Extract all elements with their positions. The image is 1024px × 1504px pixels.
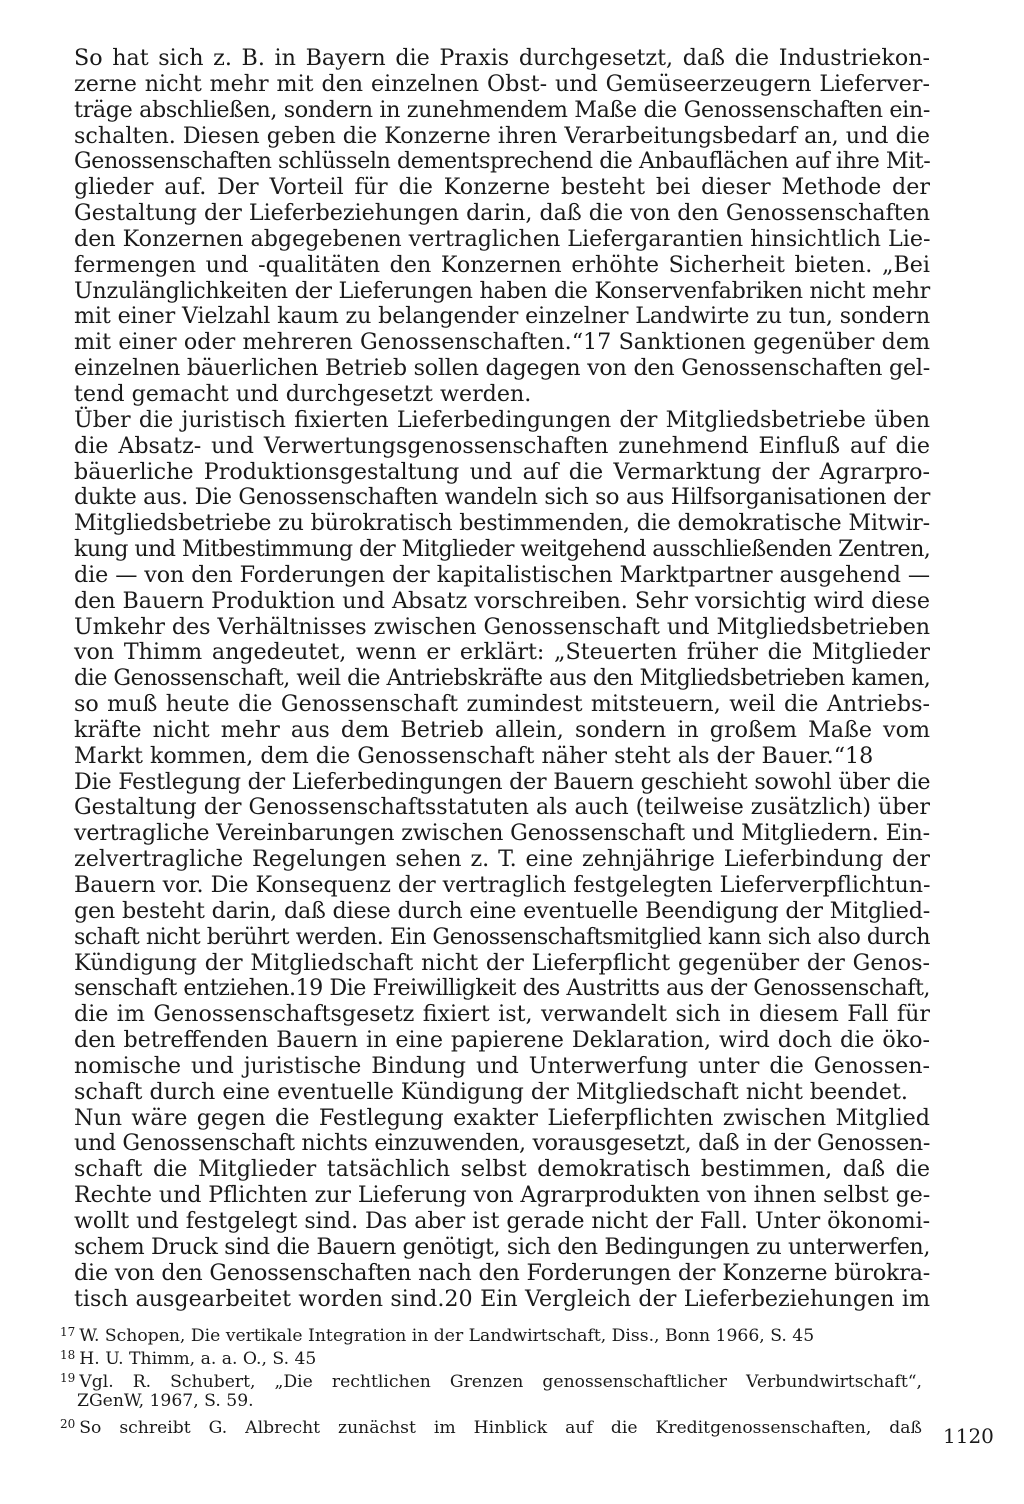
text-line: Unzulänglichkeiten der Lieferungen haben die Konservenfabriken nicht mehr (74, 277, 930, 304)
text-line: Markt kommen, dem die Genossenschaft näher steht als der Bauer.“18 (74, 742, 874, 769)
text-line: und Genossenschaft nichts einzuwenden, vorausgesetzt, daß in der Genossen- (74, 1130, 930, 1157)
text-line: senschaft entziehen.19 Die Freiwilligkeit des Austritts aus der Genossenschaft, (74, 975, 930, 1002)
text-line: tend gemacht und durchgesetzt werden. (74, 380, 532, 407)
text-line: nomische und juristische Bindung und Unterwerfung unter die Genossen- (74, 1052, 930, 1079)
text-line: fermengen und -qualitäten den Konzernen erhöhte Sicherheit bieten. „Bei (74, 251, 930, 278)
text-line: tisch ausgearbeitet worden sind.20 Ein Vergleich der Lieferbeziehungen im (74, 1285, 930, 1312)
text-line: den betreffenden Bauern in eine papierene Deklaration, wird doch die öko- (74, 1027, 930, 1054)
text-line: Kündigung der Mitgliedschaft nicht der Lieferpflicht gegenüber der Genos- (74, 949, 930, 976)
text-line: einzelnen bäuerlichen Betrieb sollen dagegen von den Genossenschaften gel- (74, 355, 930, 382)
text-line: Die Festlegung der Lieferbedingungen der Bauern geschieht sowohl über die (74, 768, 931, 795)
text-line: schaft nicht berührt werden. Ein Genossenschaftsmitglied kann sich also durch (74, 923, 930, 950)
text-line: schaft die Mitglieder tatsächlich selbst demokratisch bestimmen, daß die (74, 1156, 930, 1183)
text-line: schaft durch eine eventuelle Kündigung der Mitgliedschaft nicht beendet. (74, 1078, 908, 1105)
text-line: die im Genossenschaftsgesetz fixiert ist, verwandelt sich in diesem Fall für (74, 1001, 930, 1028)
text-line: vertragliche Vereinbarungen zwischen Genossenschaft und Mitgliedern. Ein- (74, 820, 930, 847)
footnote-text: ZGenW, 1967, S. 59. (77, 1391, 254, 1411)
text-line: schalten. Diesen geben die Konzerne ihren Verarbeitungsbedarf an, und die (74, 122, 930, 149)
footnote-text: So schreibt G. Albrecht zunächst im Hinblick auf die Kreditgenossenschaften, daß (79, 1418, 922, 1438)
text-line: Mitgliedsbetriebe zu bürokratisch bestimmenden, die demokratische Mitwir- (74, 510, 930, 537)
text-line: Gestaltung der Genossenschaftsstatuten als auch (teilweise zusätzlich) über (74, 794, 930, 821)
text-line: kung und Mitbestimmung der Mitglieder weitgehend ausschließenden Zentren, (74, 536, 931, 563)
footnote-number: 19 (60, 1371, 76, 1385)
text-line: gen besteht darin, daß diese durch eine eventuelle Beendigung der Mitglied- (74, 897, 931, 924)
text-line: die von den Genossenschaften nach den Forderungen der Konzerne bürokra- (74, 1259, 931, 1286)
text-line: Gestaltung der Lieferbeziehungen darin, daß die von den Genossenschaften (74, 200, 930, 227)
footnotes (60, 1321, 922, 1436)
text-line: kräfte nicht mehr aus dem Betrieb allein, sondern in großem Maße vom (74, 716, 930, 743)
text-line: wollt und festgelegt sind. Das aber ist gerade nicht der Fall. Unter ökonomi- (74, 1207, 931, 1234)
text-line: die Absatz- und Verwertungsgenossenschaften zunehmend Einfluß auf die (74, 432, 930, 459)
text-line: den Konzernen abgegebenen vertraglichen Liefergarantien hinsichtlich Lie- (74, 225, 931, 252)
footnote-number: 20 (60, 1417, 76, 1431)
footnote-line (60, 1367, 922, 1390)
footnote-line (60, 1413, 922, 1436)
footnote-text: W. Schopen, Die vertikale Integration in der Landwirtschaft, Diss., Bonn 1966, S. 45 (79, 1326, 815, 1346)
footnote-line (60, 1344, 922, 1367)
text-line: so muß heute die Genossenschaft zumindest mitsteuern, weil die Antriebs- (74, 691, 930, 718)
footnote-line (60, 1321, 922, 1344)
text-line: mit einer Vielzahl kaum zu belangender einzelner Landwirte zu tun, sondern (74, 303, 931, 330)
text-line: Umkehr des Verhältnisses zwischen Genossenschaft und Mitgliedsbetrieben (74, 613, 930, 640)
text-line: dukte aus. Die Genossenschaften wandeln sich so aus Hilfsorganisationen der (74, 484, 930, 511)
text-line: mit einer oder mehreren Genossenschaften.“17 Sanktionen gegenüber dem (74, 329, 930, 356)
text-line: So hat sich z. B. in Bayern die Praxis durchgesetzt, daß die Industriekon- (74, 45, 930, 71)
text-line: träge abschließen, sondern in zunehmendem Maße die Genossenschaften ein- (74, 96, 930, 123)
text-line: zerne nicht mehr mit den einzelnen Obst- und Gemüseerzeugern Lieferver- (74, 70, 930, 97)
text-line: von Thimm angedeutet, wenn er erklärt: „Steuerten früher die Mitglieder (74, 639, 930, 666)
text-line: glieder auf. Der Vorteil für die Konzerne besteht bei dieser Methode der (74, 174, 930, 201)
text-line: Nun wäre gegen die Festlegung exakter Lieferpflichten zwischen Mitglied (74, 1104, 930, 1131)
footnote-number: 18 (60, 1348, 76, 1362)
text-line: Über die juristisch fixierten Lieferbedingungen der Mitgliedsbetriebe üben (74, 406, 930, 433)
page-number: 1120 (943, 1424, 994, 1448)
text-line: schem Druck sind die Bauern genötigt, sich den Bedingungen zu unterwerfen, (74, 1233, 930, 1260)
footnote-line (60, 1390, 922, 1413)
text-line: zelvertragliche Regelungen sehen z. T. eine zehnjährige Lieferbindung der (74, 846, 930, 873)
body-text (74, 46, 930, 1312)
text-line: die Genossenschaft, weil die Antriebskräfte aus den Mitgliedsbetrieben kamen, (74, 665, 931, 692)
text-line: den Bauern Produktion und Absatz vorschreiben. Sehr vorsichtig wird diese (74, 587, 930, 614)
text-line: Bauern vor. Die Konsequenz der vertraglich festgelegten Lieferverpflichtun- (74, 872, 931, 898)
text-line: Genossenschaften schlüsseln dementsprechend die Anbauflächen auf ihre Mit- (74, 148, 931, 175)
text-line: die — von den Forderungen der kapitalistischen Marktpartner ausgehend — (74, 561, 930, 588)
footnote-text: H. U. Thimm, a. a. O., S. 45 (79, 1349, 317, 1369)
footnote-text: Vgl. R. Schubert, „Die rechtlichen Grenzen genossenschaftlicher Verbundwirtschaft“, (79, 1372, 922, 1392)
text-line: bäuerliche Produktionsgestaltung und auf die Vermarktung der Agrarpro- (74, 458, 930, 485)
text-line: Rechte und Pflichten zur Lieferung von Agrarprodukten von ihnen selbst ge- (74, 1182, 931, 1209)
footnote-number: 17 (60, 1325, 76, 1339)
